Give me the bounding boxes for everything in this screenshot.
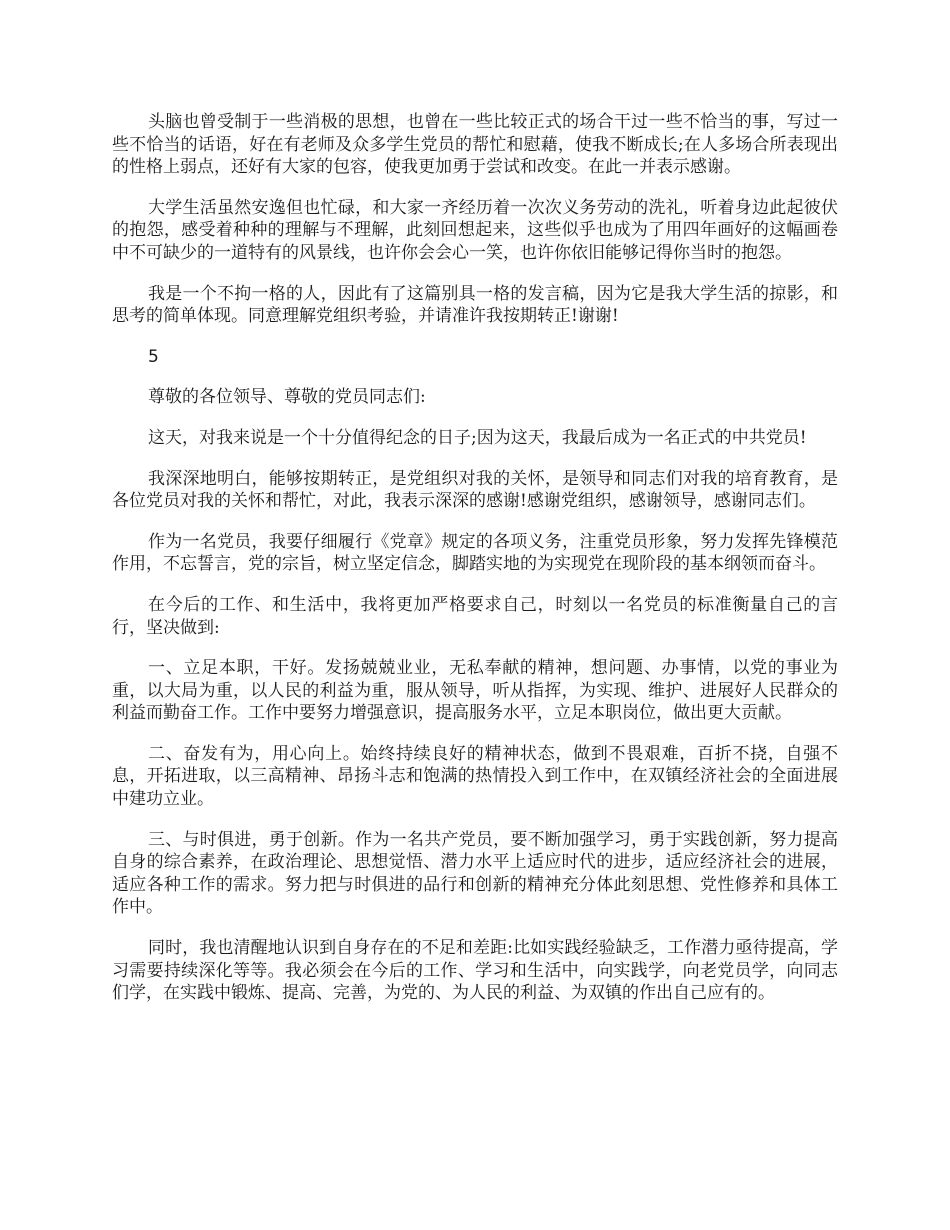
paragraph-point-one: 一、立足本职，干好。发扬兢兢业业，无私奉献的精神，想问题、办事情，以党的事业为重，以大局为重，以人民的利益为重，服从领导，听从指挥，为实现、维护、进展好人民群众的利益而勤奋工作。工作中要努力增强意识，提高服务水平，立足本职岗位，做出更大贡献。 (112, 658, 838, 724)
paragraph-point-two: 二、奋发有为，用心向上。始终持续良好的精神状态，做到不畏艰难，百折不挠，自强不息，开拓进取，以三高精神、昂扬斗志和饱满的热情投入到工作中，在双镇经济社会的全面进展中建功立业。 (112, 743, 838, 810)
paragraph-memorable-day: 这天，对我来说是一个十分值得纪念的日子;因为这天，我最后成为一名正式的中共党员! (148, 427, 807, 448)
paragraph-closing-request: 我是一个不拘一格的人，因此有了这篇别具一格的发言稿，因为它是我大学生活的掠影，和思考的简单体现。同意理解党组织考验，并请准许我按期转正!谢谢! (112, 283, 838, 327)
paragraph-shortcomings: 同时，我也清醒地认识到自身存在的不足和差距:比如实践经验缺乏，工作潜力亟待提高，学习需要持续深化等等。我必须会在今后的工作、学习和生活中，向实践学，向老党员学，向同志们学，在实践中锻炼、提高、完善，为党的、为人民的利益、为双镇的作出自己应有的。 (112, 938, 838, 1004)
salutation: 尊敬的各位领导、尊敬的党员同志们: (148, 387, 426, 408)
paragraph-commitment: 在今后的工作、和生活中，我将更加严格要求自己，时刻以一名党员的标准衡量自己的言行，坚决做到: (112, 594, 838, 638)
paragraph-point-three: 三、与时俱进，勇于创新。作为一名共产党员，要不断加强学习，勇于实践创新，努力提高自身的综合素养，在政治理论、思想觉悟、潜力水平上适应时代的进步，适应经济社会的进展，适应各种工作的需求。努力把与时俱进的品行和创新的精神充分体此刻思想、党性修养和具体工作中。 (112, 829, 838, 918)
paragraph-college-life: 大学生活虽然安逸但也忙碌，和大家一齐经历着一次次义务劳动的洗礼，听着身边此起彼伏的抱怨，感受着种种的理解与不理解，此刻回想起来，这些似乎也成为了用四年画好的这幅画卷中不可缺少的一道特有的风景线，也许你会会心一笑，也许你依旧能够记得你当时的抱怨。 (112, 197, 838, 263)
document-body (112, 111, 838, 1023)
paragraph-thanks: 我深深地明白，能够按期转正，是党组织对我的关怀，是领导和同志们对我的培育教育，是各位党员对我的关怀和帮忙，对此，我表示深深的感谢!感谢党组织，感谢领导，感谢同志们。 (112, 468, 838, 512)
paragraph-duties: 作为一名党员，我要仔细履行《党章》规定的各项义务，注重党员形象，努力发挥先锋模范作用，不忘誓言，党的宗旨，树立坚定信念，脚踏实地的为实现党在现阶段的基本纲领而奋斗。 (112, 531, 838, 575)
section-number: 5 (148, 346, 159, 367)
paragraph-gratitude: 头脑也曾受制于一些消极的思想，也曾在一些比较正式的场合干过一些不恰当的事，写过一些不恰当的话语，好在有老师及众多学生党员的帮忙和慰藉，使我不断成长;在人多场合所表现出的性格上弱点，还好有大家的包容，使我更加勇于尝试和改变。在此一并表示感谢。 (112, 112, 838, 178)
